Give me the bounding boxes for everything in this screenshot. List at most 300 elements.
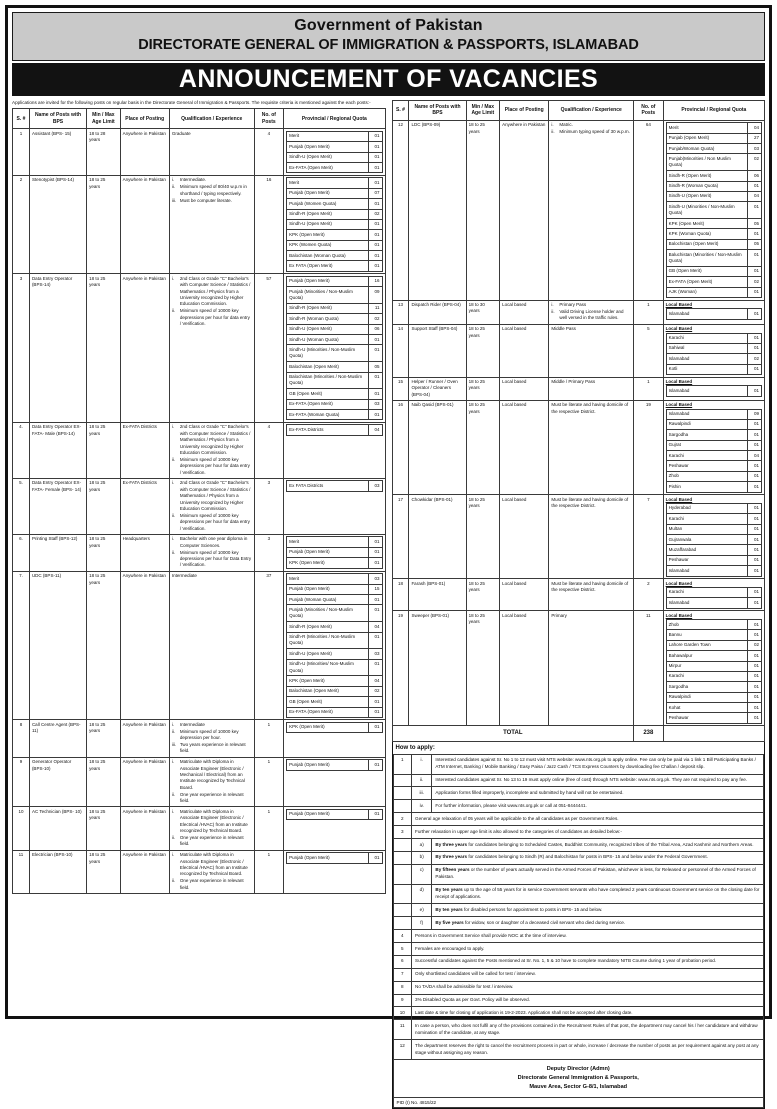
quota-value: 02 [748, 640, 762, 650]
intro-paragraph: Applications are invited for the following posts on regular basis in the Directorate General of Immigration & Passports. The requisite criteria is mentioned against the each posts:- [12, 99, 371, 105]
cell-post-name: Assistant (BPS- 15) [29, 129, 86, 176]
quota-value: 01 [368, 605, 382, 622]
quota-value: 09 [368, 287, 382, 304]
page-frame [5, 5, 772, 1105]
quota-table [286, 573, 382, 718]
qualification-item: ii. Minimum speed of 10000 key depressions per hour for Data Entry / Verification. [171, 549, 252, 568]
quota-row [287, 605, 382, 622]
signature-block [393, 1060, 765, 1098]
quota-title: Local Based [665, 580, 693, 586]
note-index: 12 [393, 1040, 412, 1060]
quota-row [287, 595, 382, 605]
quota-label: Pishin [666, 482, 747, 492]
quota-label: KPK (Woman Quota) [666, 229, 747, 239]
note-row [393, 943, 764, 956]
cell-post-name: Helper / Runner / Oven Operator / Cleaners (BPS-04) [409, 377, 466, 400]
note-row [393, 800, 764, 813]
quota-row [666, 229, 761, 239]
cell-qualification: Graduate [169, 129, 254, 176]
quota-value: 02 [368, 314, 382, 324]
quota-label: Gujrat [666, 440, 747, 450]
cell-age-limit: 18 to 25 years [87, 807, 121, 850]
cell-qualification [169, 850, 254, 893]
quota-label: Punjab (Open Merit) [287, 853, 368, 863]
cell-age-limit: 18 to 28 years [87, 129, 121, 176]
list-marker: i. [171, 480, 175, 486]
cell-post-name: UDC (BPS-11) [29, 571, 86, 720]
note-index [393, 787, 412, 800]
quota-value: 01 [748, 440, 762, 450]
quota-row [666, 354, 761, 364]
note-sub-marker: e) [412, 904, 432, 917]
quota-value: 09 [748, 409, 762, 419]
quota-row [666, 587, 761, 597]
table-row [392, 495, 765, 579]
table-row [392, 300, 765, 324]
qualification-item: ii. Minimum speed of 10000 key depressions per hour for data entry / Verification. [171, 456, 250, 475]
quota-value: 01 [368, 722, 382, 732]
quota-value: 06 [368, 324, 382, 334]
note-index: 4 [393, 930, 412, 943]
list-marker: i. [171, 852, 175, 858]
quota-label: Punjab (Open Merit) [287, 276, 368, 286]
note-emphasis: By five years [435, 919, 464, 925]
cell-quota [663, 495, 764, 579]
quota-value: 01 [368, 240, 382, 250]
cell-place-of-posting: Local based [500, 611, 549, 726]
quota-value: 01 [368, 547, 382, 557]
cell-qualification [169, 720, 254, 757]
cell-place-of-posting: Ex-FATA Districts [120, 478, 169, 534]
cell-post-name: Data Entry Operator (BPS-14) [29, 274, 86, 423]
cell-post-name: Generator Operator (BPS-10) [29, 757, 86, 807]
quota-value: 01 [748, 524, 762, 534]
quota-label: Sindh-R (Open Merit) [287, 622, 368, 632]
cell-sr: 3 [13, 274, 30, 423]
note-text: Interested candidates against Sr. No 1 to 12 must visit NTS website: www.nts.org.pk to apply online. Fee can only be paid via 1 link 1 Bill Participating Banks / ATM Internet, Banking / Mobile Banking / Easy Paisa / Jazz Cash / TCS Express Counters by downloading fee Challan / deposit slip. [432, 754, 764, 774]
quota-row [666, 524, 761, 534]
quota-value: 01 [368, 261, 382, 271]
table-row [13, 175, 386, 273]
cell-age-limit: 18 to 25 years [466, 579, 500, 611]
quota-label: Islamabad [666, 309, 747, 319]
cell-qualification [169, 807, 254, 850]
quota-row [666, 266, 761, 276]
cell-age-limit: 18 to 25 years [87, 478, 121, 534]
table-header-row [13, 109, 386, 129]
qualification-item: i. 2nd Class or Grade "C" Bachelor's with Computer Science / Statistics / Mathematics / Physics from a University recognized by Higher Education Commission. [171, 424, 251, 455]
quota-label: Rawalpindi [666, 692, 747, 702]
quota-value: 01 [748, 566, 762, 576]
qualification-list [172, 722, 252, 755]
announcement-title: ANNOUNCEMENT OF VACANCIES [178, 64, 599, 93]
quota-value: 04 [748, 451, 762, 461]
list-marker: ii. [171, 456, 176, 462]
quota-row [287, 142, 382, 152]
note-emphasis: By three years [435, 841, 468, 847]
cell-place-of-posting: Local based [500, 495, 549, 579]
quota-label: Islamabad [666, 566, 747, 576]
list-marker: iii. [171, 197, 177, 203]
quota-label: Peshawar [666, 555, 747, 565]
cell-age-limit: 18 to 25 years [466, 377, 500, 400]
note-text: For further information, please visit www.nts.org.pk or call at 051-8444441. [432, 800, 764, 813]
cell-sr: 10 [13, 807, 30, 850]
quota-row [287, 707, 382, 717]
cell-quota [284, 129, 385, 176]
quota-value: 01 [368, 853, 382, 863]
cell-no-of-posts: 3 [254, 478, 284, 534]
cell-sr: 6. [13, 534, 30, 571]
cell-post-name: Call Centre Agent (BPS-11) [29, 720, 86, 757]
list-marker: ii. [171, 728, 176, 734]
qualification-item: ii. Minimum speed of 10000 key depression per hour. [171, 728, 239, 741]
quota-label: Sindh-R (Minorities / Non-Muslim Quota) [287, 632, 368, 649]
quota-value: 02 [368, 686, 382, 696]
cell-place-of-posting: Headquarters [120, 534, 169, 571]
quota-value: 01 [368, 251, 382, 261]
note-text: General age relaxation of 05 years will be applicable to the all candidates as per Government Rules. [412, 813, 764, 826]
quota-row [666, 364, 761, 374]
note-index [393, 917, 412, 930]
quota-row [666, 343, 761, 353]
note-row [393, 813, 764, 826]
quota-value: 01 [748, 202, 762, 219]
quota-row [287, 722, 382, 732]
quota-value: 06 [748, 171, 762, 181]
quota-label: Mirpur [666, 661, 747, 671]
quota-label: Punjab (Open Merit) [287, 584, 368, 594]
note-row [393, 994, 764, 1007]
cell-age-limit: 18 to 25 years [466, 324, 500, 377]
quota-value: 01 [368, 558, 382, 568]
qualification-list [172, 536, 252, 568]
list-marker: i. [551, 302, 554, 308]
quota-value: 01 [368, 659, 382, 676]
qualification-list [172, 759, 252, 804]
quota-row [666, 133, 761, 143]
cell-place-of-posting: Local based [500, 324, 549, 377]
cell-qualification [169, 534, 254, 571]
quota-label: Peshawar [666, 713, 747, 723]
quota-row [666, 555, 761, 565]
quota-table [286, 424, 382, 435]
qualification-item: ii. One year experience in relevant field. [171, 834, 244, 847]
quota-row [666, 598, 761, 608]
note-row [393, 1040, 764, 1060]
note-text: The department reserves the right to cancel the recruitment process in part or whole, increase / decrease the number of posts as per requirement against any post at any stage without assigning any reason. [412, 1040, 764, 1060]
cell-quota [284, 807, 385, 850]
quota-value: 01 [748, 250, 762, 267]
quota-row [287, 410, 382, 420]
quota-row [666, 250, 761, 267]
cell-place-of-posting: Local based [500, 300, 549, 324]
cell-qualification: Middle / Primary Pass [549, 377, 634, 400]
quota-label: Sindh-U (Minorities/ Non-Muslim Quota) [287, 659, 368, 676]
list-marker: i. [171, 424, 175, 430]
quota-label: Islamabad [666, 409, 747, 419]
quota-label: Punjab (Open Merit) [287, 142, 368, 152]
cell-place-of-posting: Anywhere in Pakistan [500, 120, 549, 300]
quota-row [666, 651, 761, 661]
list-marker: i. [551, 122, 554, 128]
note-emphasis: By ten years [435, 887, 463, 893]
quota-row [666, 181, 761, 191]
quota-row [666, 440, 761, 450]
quota-value: 01 [748, 471, 762, 481]
list-marker: i. [171, 808, 175, 814]
quota-title: Local Based [665, 379, 693, 385]
government-title: Government of Pakistan [294, 17, 483, 34]
note-row [393, 787, 764, 800]
cell-no-of-posts: 1 [254, 850, 284, 893]
cell-sr: 17 [392, 495, 409, 579]
quota-value: 01 [748, 692, 762, 702]
masthead [12, 12, 765, 96]
quota-value: 15 [368, 584, 382, 594]
quota-value: 03 [368, 649, 382, 659]
how-to-apply-section [392, 742, 766, 1109]
cell-age-limit: 18 to 30 years [466, 300, 500, 324]
note-row [393, 968, 764, 981]
quota-value: 01 [748, 364, 762, 374]
quota-label: Punjab (Woman Quota) [287, 595, 368, 605]
quota-value: 01 [748, 181, 762, 191]
quota-row [666, 239, 761, 249]
quota-row [287, 188, 382, 198]
note-index: 6 [393, 955, 412, 968]
quota-value: 05 [748, 239, 762, 249]
quota-label: Punjab (Open Merit) [287, 188, 368, 198]
cell-sr: 13 [392, 300, 409, 324]
quota-row [287, 178, 382, 188]
cell-sr: 12 [392, 120, 409, 300]
quota-label: Bannu [666, 630, 747, 640]
list-marker: i. [171, 759, 175, 765]
cell-quota [663, 579, 764, 611]
quota-value: 01 [748, 430, 762, 440]
list-marker: i. [171, 721, 175, 727]
cell-post-name: Chowkidar (BPS-01) [409, 495, 466, 579]
quota-label: Karachi [666, 514, 747, 524]
quota-table [666, 587, 762, 609]
notes-body [393, 754, 764, 1059]
note-sub-marker: a) [412, 839, 432, 852]
th-posts: No. of Posts [254, 109, 284, 129]
quota-value: 02 [748, 277, 762, 287]
cell-no-of-posts: 11 [634, 611, 664, 726]
th-posting: Place of Posting [120, 109, 169, 129]
cell-post-name: LDC (BPS-09) [409, 120, 466, 300]
quota-label: Baluchistan (Minorities / Non-Muslim Quota) [666, 250, 747, 267]
total-blank [663, 726, 764, 742]
quota-label: Muzaffarabad [666, 545, 747, 555]
quota-label: Balochistan (Open Merit) [287, 686, 368, 696]
note-index [393, 851, 412, 864]
quota-value: 01 [748, 651, 762, 661]
quota-label: GB (Open Merit) [287, 389, 368, 399]
table-row [13, 129, 386, 176]
qualification-list [172, 276, 252, 328]
quota-value: 04 [368, 676, 382, 686]
quota-value: 01 [748, 386, 762, 396]
cell-qualification [169, 478, 254, 534]
quota-row [666, 430, 761, 440]
quota-label: Sindh-R (Woman Quota) [666, 181, 747, 191]
quota-row [287, 230, 382, 240]
quota-table [286, 480, 382, 491]
table-row [13, 720, 386, 757]
quota-value: 16 [368, 276, 382, 286]
quota-label: KPK (Open Merit) [287, 230, 368, 240]
quota-value: 01 [368, 199, 382, 209]
quota-row [666, 451, 761, 461]
quota-label: Punjab (Minorities / Non-Muslim Quota) [287, 605, 368, 622]
quota-title: Local Based [665, 496, 693, 502]
quota-row [287, 209, 382, 219]
note-text: Last date & time for closing of application is 19-2-2023. Application shall not be accepted after closing date. [412, 1007, 764, 1020]
table-row [392, 377, 765, 400]
cell-qualification [549, 120, 634, 300]
cell-sr: 18 [392, 579, 409, 611]
total-row [392, 726, 765, 742]
total-label: TOTAL [392, 726, 634, 742]
quota-row [287, 558, 382, 568]
cell-no-of-posts: 7 [634, 495, 664, 579]
quota-value: 01 [368, 152, 382, 162]
quota-table [286, 536, 382, 568]
quota-value: 01 [748, 545, 762, 555]
cell-age-limit: 18 to 25 years [466, 611, 500, 726]
quota-value: 01 [748, 419, 762, 429]
quota-value: 01 [748, 535, 762, 545]
quota-label: Ex-FATA (Open Merit) [287, 163, 368, 173]
quota-value: 01 [748, 343, 762, 353]
qualification-item: i. Matric. [551, 122, 573, 128]
cell-quota [284, 175, 385, 273]
how-to-apply-title: How to apply: [395, 744, 435, 751]
quota-row [666, 409, 761, 419]
table-head-left [13, 109, 386, 129]
cell-no-of-posts: 16 [254, 175, 284, 273]
quota-value: 01 [368, 230, 382, 240]
quota-row [666, 503, 761, 513]
quota-table [666, 308, 762, 319]
th-sr: S. # [392, 100, 409, 120]
quota-label: Hyderabad [666, 503, 747, 513]
quota-table [286, 177, 382, 271]
quota-label: Ex-FATA (Open Merit) [287, 399, 368, 409]
note-sub-marker: c) [412, 864, 432, 884]
quota-value: 01 [748, 713, 762, 723]
cell-quota [284, 571, 385, 720]
quota-label: Zhob [666, 471, 747, 481]
quota-label: Sindh-U (Woman Quota) [287, 335, 368, 345]
cell-no-of-posts: 1 [254, 720, 284, 757]
qualification-item: i. Matriculate with Diploma in Associate Engineer (Electronic / Electrical /HVAC) from an Institute recognized by Technical Board. [171, 808, 248, 834]
th-quota: Provincial / Regional Quota [663, 100, 764, 120]
quota-label: Punjab (Open Merit) [287, 547, 368, 557]
note-row [393, 826, 764, 839]
quota-label: Balochistan (Minorities / Non-Muslim Quota) [287, 372, 368, 389]
quota-label: Karachi [666, 333, 747, 343]
note-sub-marker: iii. [412, 787, 432, 800]
cell-post-name: AC Technician (BPS- 10) [29, 807, 86, 850]
quota-row [666, 566, 761, 576]
list-marker: ii. [171, 308, 176, 314]
quota-row [666, 277, 761, 287]
table-body-left [13, 129, 386, 894]
quota-value: 01 [368, 219, 382, 229]
th-quota: Provincial / Regional Quota [284, 109, 385, 129]
cell-qualification [169, 757, 254, 807]
note-index [393, 884, 412, 904]
quota-table [286, 759, 382, 770]
note-text: Interested candidates against Sr. No 13 to 19 must apply online (free of cost) through NTS website: www.nts.org.pk. They are not required to pay any fee. [432, 774, 764, 787]
qualification-item: i. Intermediate [171, 721, 205, 727]
qualification-item: ii. Minimum typing speed of 30 w.p.m. [551, 129, 630, 135]
note-sub-marker: b) [412, 851, 432, 864]
quota-label: GB (Open Merit) [287, 697, 368, 707]
cell-sr: 7. [13, 571, 30, 720]
note-emphasis: By fifteen years [435, 867, 470, 873]
quota-row [287, 809, 382, 819]
quota-value: 01 [368, 707, 382, 717]
quota-label: Gujranwala [666, 535, 747, 545]
note-row [393, 1020, 764, 1040]
cell-quota [284, 422, 385, 478]
quota-row [287, 372, 382, 389]
qualification-item: i. 2nd Class or Grade "C" Bachelor's with Computer Science / Statistics / Mathematics / Physics from a University recognized by Higher Education Commission. [171, 480, 251, 511]
quota-value: 27 [748, 133, 762, 143]
quota-label: Bahawalpur [666, 651, 747, 661]
quota-label: Kohat [666, 703, 747, 713]
cell-sr: 1 [13, 129, 30, 176]
cell-post-name: Dispatch Rider (BPS-04) [409, 300, 466, 324]
table-row [13, 422, 386, 478]
quota-row [287, 574, 382, 584]
cell-sr: 19 [392, 611, 409, 726]
table-header-row [392, 100, 765, 120]
note-row [393, 955, 764, 968]
cell-qualification [549, 300, 634, 324]
quota-row [287, 425, 382, 435]
cell-no-of-posts: 2 [634, 579, 664, 611]
quota-row [287, 697, 382, 707]
cell-qualification: Must be literate and having domicile of the respective District. [549, 495, 634, 579]
quota-value: 01 [748, 620, 762, 630]
note-sub-marker: iv. [412, 800, 432, 813]
qualification-item: ii. One year experience in relevant field. [171, 878, 244, 890]
quota-row [666, 671, 761, 681]
quota-row [666, 386, 761, 396]
list-marker: ii. [171, 549, 176, 555]
quota-row [666, 419, 761, 429]
note-index: 11 [393, 1020, 412, 1040]
list-marker: iii. [171, 742, 177, 748]
quota-row [287, 362, 382, 372]
list-marker: i. [171, 536, 175, 542]
qualification-item: ii. Minimum speed of 10000 key depressions per hour for data entry / Verification. [171, 512, 250, 531]
quota-row [666, 703, 761, 713]
quota-label: Karachi [666, 671, 747, 681]
cell-qualification [169, 274, 254, 423]
list-marker: ii. [171, 878, 176, 884]
quota-label: Merit [287, 537, 368, 547]
note-row [393, 917, 764, 930]
cell-place-of-posting: Anywhere in Pakistan [120, 274, 169, 423]
quota-row [287, 537, 382, 547]
